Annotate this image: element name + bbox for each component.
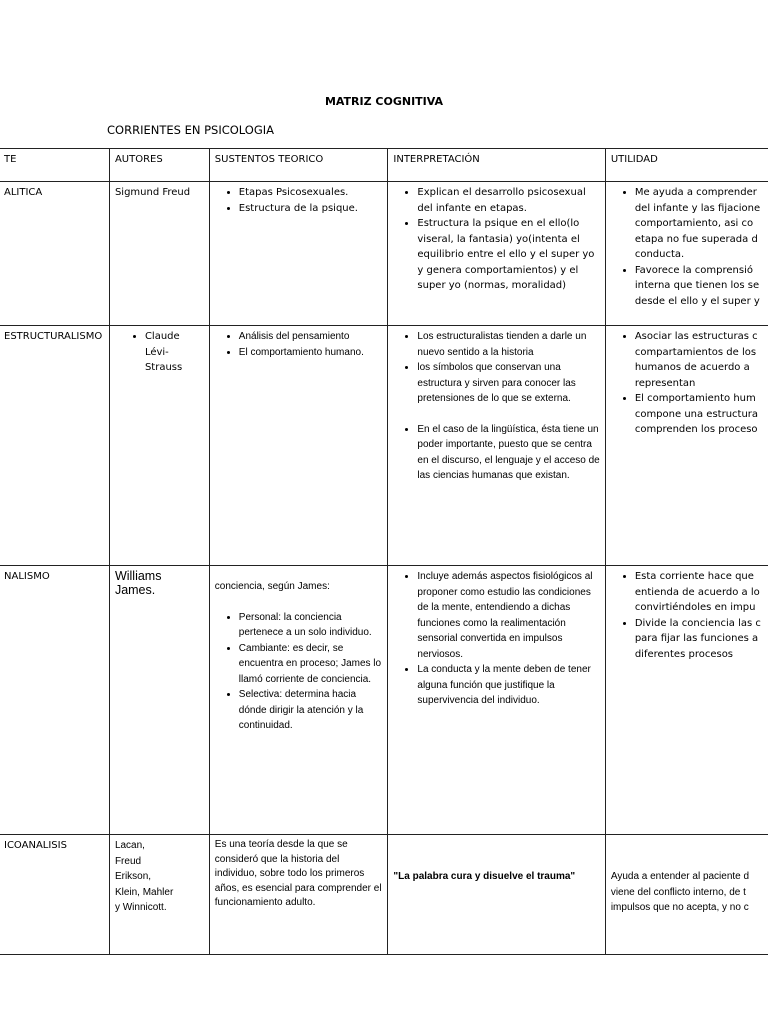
list-item: • Análisis del pensamiento — [239, 329, 383, 345]
cell-interpretacion — [388, 182, 605, 326]
text-line: Lévi- — [144, 346, 169, 358]
list-item: • En el caso de la lingüística, ésta tiene un poder importante, puesto que se centra en el discurso, el lenguaje y el acceso de las ciencias humanas que existan. — [417, 422, 599, 484]
header-interpretacion: INTERPRETACIÓN — [388, 149, 605, 182]
list-item: • La conducta y la mente deben de tener alguna función que justifique la supervivencia del individuo. — [417, 662, 599, 709]
text-line: diferentes procesos — [634, 648, 734, 660]
list-item — [635, 616, 768, 663]
cell-utilidad — [605, 835, 768, 955]
text-line: humanos de acuerdo a — [634, 362, 750, 373]
sustentos-list — [215, 329, 383, 360]
list-item — [635, 263, 768, 310]
list-item — [635, 569, 768, 616]
header-sustentos: SUSTENTOS TEORICO — [209, 149, 388, 182]
list-item: • Explican el desarrollo psicosexual del infante en etapas. — [417, 185, 599, 216]
text-line: impulsos que no acepta, y no c — [610, 902, 749, 913]
list-item — [635, 185, 768, 263]
list-item: • Los estructuralistas tienden a darle un nuevo sentido a la historia — [417, 329, 599, 360]
cell-interpretacion: "La palabra cura y disuelve el trauma" — [388, 835, 605, 955]
text-line: compartamientos de los — [634, 346, 757, 358]
text-line: Asociar las estructuras c — [634, 331, 758, 342]
text-line: Me ayuda a comprender — [634, 187, 757, 198]
list-item: • Estructura de la psique. — [239, 201, 383, 217]
list-item: • Estructura la psique en el ello(lo viseral, la fantasia) yo(intenta el equilibrio entre el ello y el super yo y genera comportamientos) y el super yo (normas, moralidad) — [417, 216, 599, 294]
cell-corriente: ESTRUCTURALISMO — [0, 326, 109, 566]
utilidad-list — [611, 569, 768, 662]
autor-list — [115, 329, 204, 376]
list-item: • Incluye además aspectos fisiológicos al proponer como estudio las condiciones de la mente, entendiendo a dichas funciones como la realimentación sensorial convertida en impulsos nerviosos. — [417, 569, 599, 662]
cell-autor: Sigmund Freud — [109, 182, 209, 326]
interpretacion-list — [393, 569, 599, 709]
text-line: Divide la conciencia las c — [634, 617, 761, 629]
cell-sustentos — [209, 566, 388, 835]
table-row — [0, 566, 768, 835]
list-item: • El comportamiento humano. — [239, 345, 383, 361]
text-line: desde el ello y el super y — [634, 295, 760, 307]
cognitive-matrix-table — [0, 148, 768, 955]
cell-sustentos — [209, 182, 388, 326]
cell-autor — [109, 835, 209, 955]
text-line: del infante y las fijacione — [634, 202, 761, 214]
cell-sustentos: Es una teoría desde la que se consideró que la historia del individuo, sobre todo los primeros años, es esencial para comprender el funcionamiento adulto. — [209, 835, 388, 955]
text-line: convirtiéndoles en impu — [634, 602, 756, 613]
table-row — [0, 835, 768, 955]
text-line: Klein, Mahler — [114, 886, 174, 898]
header-corriente: TE — [0, 149, 109, 182]
list-item — [635, 391, 768, 438]
document-subtitle: CORRIENTES EN PSICOLOGIA — [107, 123, 275, 137]
list-item: • Etapas Psicosexuales. — [239, 185, 383, 201]
list-item: • Selectiva: determina hacia dónde dirigir la atención y la continuidad. — [239, 687, 383, 734]
list-item — [635, 329, 768, 391]
text-line: comportamiento, asi co — [634, 218, 754, 229]
text-line: Strauss — [144, 362, 183, 373]
header-utilidad: UTILIDAD — [605, 149, 768, 182]
utilidad-list — [611, 185, 768, 309]
cell-autor — [109, 326, 209, 566]
interpretacion-list — [393, 185, 599, 294]
text-line: compone una estructura — [634, 408, 759, 420]
text-line: El comportamiento hum — [634, 393, 756, 404]
cell-corriente: ICOANALISIS — [0, 835, 109, 955]
text-line: Claude — [144, 331, 180, 342]
text-line: viene del conflicto interno, de t — [610, 886, 746, 898]
document-title: MATRIZ COGNITIVA — [324, 95, 444, 108]
text-line: representan — [634, 377, 696, 389]
cell-corriente: ALITICA — [0, 182, 109, 326]
list-item: • Personal: la conciencia pertenece a un solo individuo. — [239, 610, 383, 641]
list-item — [145, 329, 204, 376]
text-line: Freud — [114, 855, 142, 867]
cell-interpretacion — [388, 566, 605, 835]
text-line: entienda de acuerdo a lo — [634, 586, 760, 598]
text-line: y Winnicott. — [114, 902, 167, 913]
cell-utilidad — [605, 326, 768, 566]
table-header-row — [0, 149, 768, 182]
text-line: Lacan, — [114, 840, 145, 851]
sustentos-list — [215, 185, 383, 216]
cell-sustentos — [209, 326, 388, 566]
text-line: Favorece la comprensió — [634, 264, 753, 276]
table-row — [0, 182, 768, 326]
sustentos-list — [215, 610, 383, 734]
sustentos-intro: conciencia, según James: — [214, 581, 330, 592]
table-row — [0, 326, 768, 566]
text-line: Ayuda a entender al paciente d — [610, 871, 750, 882]
text-line: para fijar las funciones a — [634, 633, 759, 644]
text-line: conducta. — [634, 249, 685, 260]
interpretacion-list — [393, 329, 599, 484]
text-line: interna que tienen los se — [634, 280, 760, 291]
cell-utilidad — [605, 566, 768, 835]
cell-interpretacion — [388, 326, 605, 566]
cell-corriente: NALISMO — [0, 566, 109, 835]
cell-utilidad — [605, 182, 768, 326]
list-item: • los símbolos que conservan una estructura y sirven para conocer las pretensiones de lo que se externa. — [417, 360, 599, 407]
text-line: etapa no fue superada d — [634, 233, 758, 245]
text-line: comprenden los proceso — [634, 424, 758, 435]
cell-autor: Williams James. — [109, 566, 209, 835]
text-line: Erikson, — [114, 871, 152, 882]
utilidad-list — [611, 329, 768, 438]
list-item: • Cambiante: es decir, se encuentra en proceso; James lo llamó corriente de conciencia. — [239, 641, 383, 688]
header-autores: AUTORES — [109, 149, 209, 182]
text-line: Esta corriente hace que — [634, 571, 754, 582]
